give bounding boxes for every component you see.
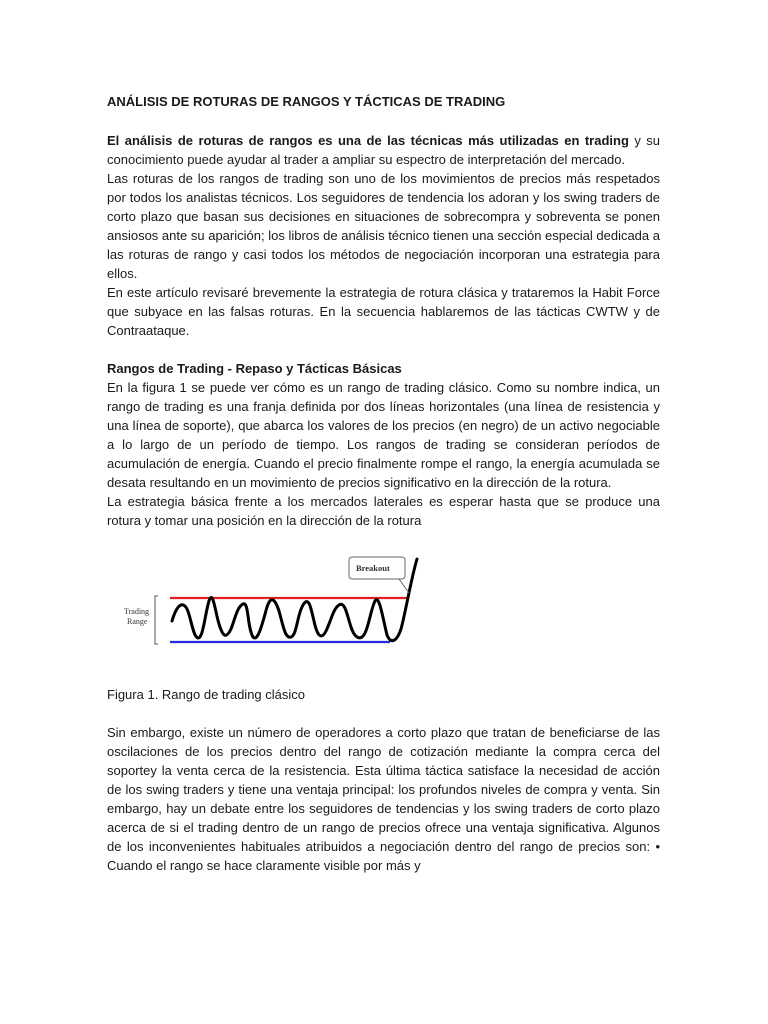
paragraph-figura-descripcion: En la figura 1 se puede ver cómo es un rango de trading clásico. Como su nombre indica, un rango de trading es una franja definida por dos líneas horizontales (una línea de resistencia y una línea de soporte), que abarca los valores de los precios (en negro) de un activo negociable a lo largo de un período de tiempo. Los rangos de trading se consideran períodos de acumulación de energía. Cuando el precio finalmente rompe el rango, la energía acumulada se desata resultando en un movimiento de precios significativo en la dirección de la rotura. — [107, 380, 660, 490]
breakout-callout-label: Breakout — [356, 563, 390, 573]
range-bracket — [155, 596, 158, 644]
figure-caption: Figura 1. Rango de trading clásico — [107, 687, 306, 702]
paragraph-sin-embargo: Sin embargo, existe un número de operadores a corto plazo que tratan de beneficiarse de las oscilaciones de los precios dentro del rango de cotización mediante la compra cerca del soportey la venta cerca de la resistencia. Esta última táctica satisface la necesidad de acción de los swing traders y tiene una ventaja principal: los profundos niveles de compra y venta. Sin embargo, hay un debate entre los seguidores de tendencias y los swing traders de corto plazo acerca de si el trading dentro de un rango de precios ofrece una ventaja significativa. Algunos de los inconvenientes habituales atribuidos a negociación dentro del rango de precios son: • Cuando el rango se hace claramente visible por más y — [107, 725, 660, 873]
breakout-callout-pointer — [399, 579, 409, 593]
trading-range-label-line1: Trading — [124, 607, 150, 616]
paragraph-estrategia: La estrategia básica frente a los mercados laterales es esperar hasta que se produce una rotura y tomar una posición en la dirección de la rotura — [107, 494, 660, 528]
document-title: ANÁLISIS DE ROTURAS DE RANGOS Y TÁCTICAS DE TRADING — [107, 94, 506, 109]
document-page — [107, 92, 660, 875]
paragraph-articulo: En este artículo revisaré brevemente la estrategia de rotura clásica y trataremos la Habit Force que subyace en las falsas roturas. En la secuencia hablaremos de las tácticas CWTW y de Contraataque. — [107, 285, 660, 338]
trading-range-label-line2: Range — [127, 617, 148, 626]
intro-paragraph — [107, 131, 660, 169]
intro-rest-text: y su conocimiento puede ayudar al trader a ampliar su espectro de interpretación del mercado. — [107, 133, 660, 167]
paragraph-roturas: Las roturas de los rangos de trading son uno de los movimientos de precios más respetados por todos los analistas técnicos. Los seguidores de tendencia los adoran y los swing traders de corto plazo que basan sus decisiones en situaciones de sobrecompra y sobreventa se ponen ansiosos ante su aparición; los libros de análisis técnico tienen una sección especial dedicada a las roturas de rango y casi todos los métodos de negociación incorporan una estrategia para ellos. — [107, 171, 660, 281]
trading-range-figure — [107, 549, 660, 671]
trading-range-diagram — [107, 549, 660, 671]
section-heading: Rangos de Trading - Repaso y Tácticas Básicas — [107, 361, 402, 376]
intro-bold-text: El análisis de roturas de rangos es una de las técnicas más utilizadas en trading — [107, 133, 629, 148]
